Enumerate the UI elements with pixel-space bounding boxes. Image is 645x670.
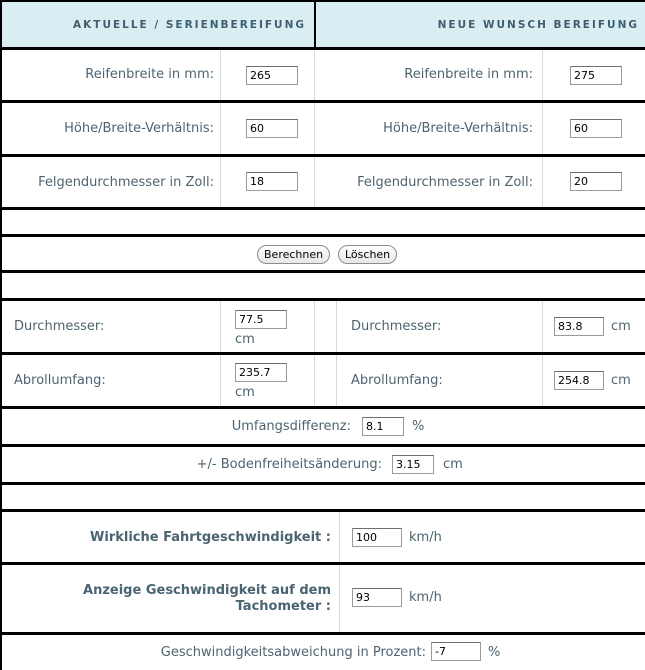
diameter-row — [2, 301, 645, 352]
new-ratio-input[interactable] — [570, 119, 622, 138]
current-width-input[interactable] — [246, 66, 298, 85]
calculate-button[interactable]: Berechnen — [257, 245, 330, 264]
displayed-speed-unit: km/h — [409, 590, 442, 605]
actions-row — [2, 237, 645, 270]
real-speed-row — [2, 512, 645, 562]
current-rim-label: Felgendurchmesser in Zoll: — [38, 175, 214, 190]
new-rim-label: Felgendurchmesser in Zoll: — [357, 175, 533, 190]
current-circumference-output[interactable] — [235, 363, 287, 382]
circumference-difference-output[interactable] — [362, 417, 404, 436]
new-rim-input[interactable] — [570, 172, 622, 191]
spacer-row — [2, 485, 645, 509]
new-ratio-label: Höhe/Breite-Verhältnis: — [383, 121, 533, 136]
speed-deviation-label: Geschwindigkeitsabweichung in Prozent: — [160, 645, 426, 660]
real-speed-label: Wirkliche Fahrtgeschwindigkeit : — [90, 530, 331, 545]
current-rim-input[interactable] — [246, 172, 298, 191]
new-diameter-unit: cm — [611, 319, 631, 334]
real-speed-unit: km/h — [409, 530, 442, 545]
spacer-row — [2, 210, 645, 234]
rim-diameter-row — [2, 157, 645, 207]
new-circumference-label: Abrollumfang: — [351, 373, 443, 388]
new-diameter-label: Durchmesser: — [351, 319, 442, 334]
circumference-difference-label: Umfangsdifferenz: — [231, 419, 351, 434]
ground-clearance-label: +/- Bodenfreiheitsänderung: — [196, 457, 382, 472]
speed-deviation-output[interactable] — [431, 642, 481, 661]
current-tires-title: AKTUELLE / SERIENBEREIFUNG — [73, 19, 306, 31]
speed-deviation-unit: % — [488, 645, 501, 660]
displayed-speed-output[interactable] — [352, 588, 402, 607]
displayed-speed-row — [2, 565, 645, 632]
ground-clearance-output[interactable] — [392, 455, 434, 474]
circumference-difference-row — [2, 409, 645, 444]
ground-clearance-unit: cm — [443, 457, 463, 472]
new-tires-title: NEUE WUNSCH BEREIFUNG — [437, 19, 639, 31]
ground-clearance-row — [2, 447, 645, 482]
displayed-speed-label — [83, 583, 331, 615]
new-width-input[interactable] — [570, 66, 622, 85]
current-diameter-label: Durchmesser: — [14, 319, 105, 334]
circumference-row — [2, 355, 645, 406]
current-ratio-input[interactable] — [246, 119, 298, 138]
current-circumference-label: Abrollumfang: — [14, 373, 106, 388]
displayed-speed-label-line1: Anzeige Geschwindigkeit auf dem — [83, 583, 331, 598]
spacer-row — [2, 273, 645, 298]
aspect-ratio-row — [2, 103, 645, 154]
new-circumference-unit: cm — [611, 373, 631, 388]
new-width-label: Reifenbreite in mm: — [404, 67, 533, 82]
current-width-label: Reifenbreite in mm: — [85, 67, 214, 82]
new-diameter-output[interactable] — [554, 317, 604, 336]
clear-button[interactable]: Löschen — [338, 245, 397, 264]
current-tires-header — [2, 2, 314, 47]
new-circumference-output[interactable] — [554, 371, 604, 390]
current-ratio-label: Höhe/Breite-Verhältnis: — [64, 121, 214, 136]
tire-width-row — [2, 50, 645, 100]
speed-deviation-row — [2, 635, 645, 670]
percent-unit: % — [412, 419, 425, 434]
real-speed-input[interactable] — [352, 528, 402, 547]
current-diameter-output[interactable] — [235, 310, 287, 329]
new-tires-header — [316, 2, 645, 47]
current-circumference-unit: cm — [235, 385, 255, 400]
displayed-speed-label-line2: Tachometer : — [235, 599, 331, 614]
current-diameter-unit: cm — [235, 332, 255, 347]
